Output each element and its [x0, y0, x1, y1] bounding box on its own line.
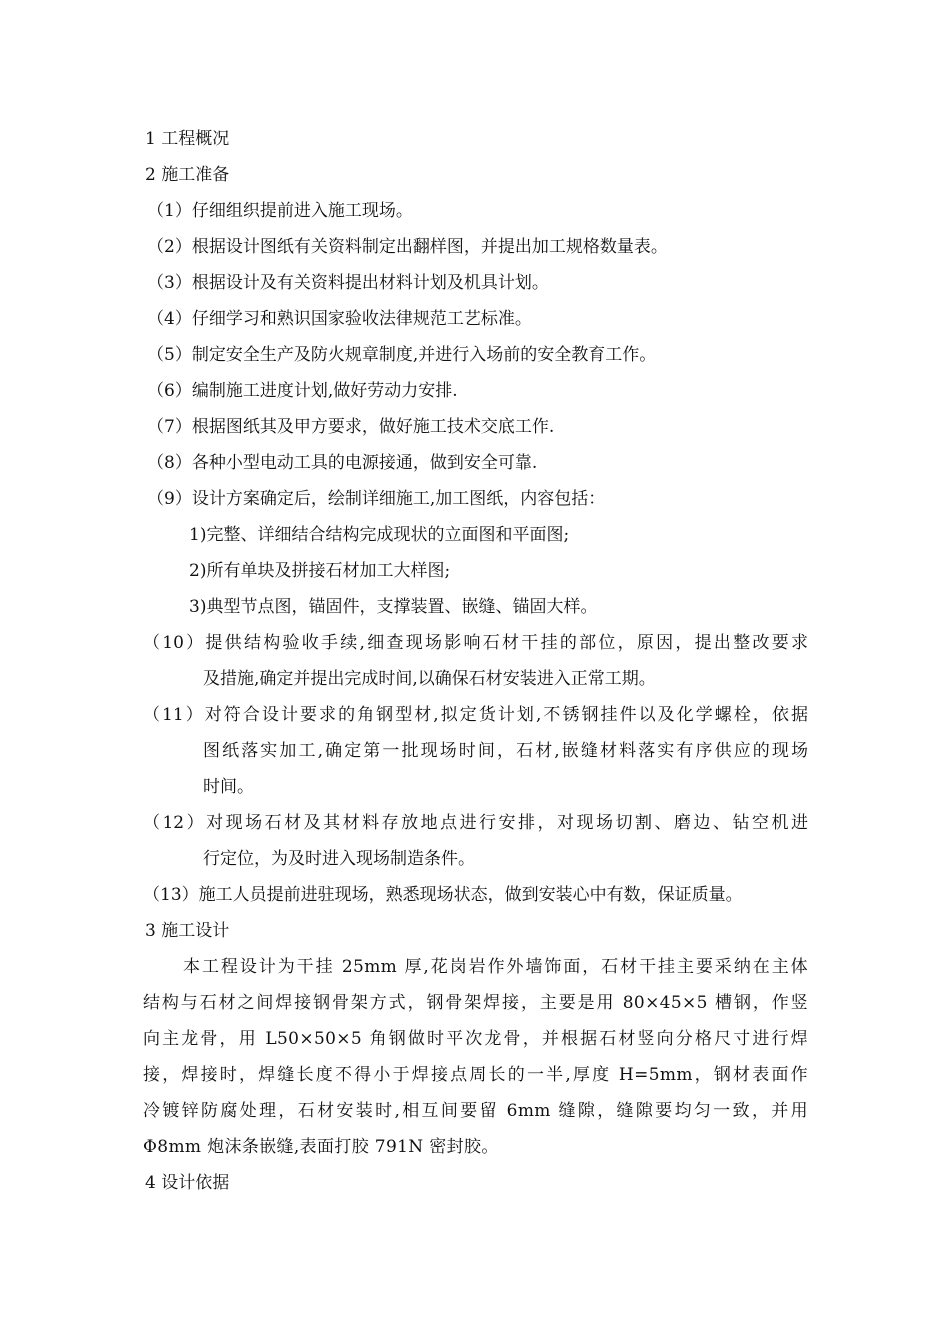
prep-item-12-line-2: 行定位，为及时进入现场制造条件。: [203, 849, 475, 869]
prep-item-6: （6）编制施工进度计划,做好劳动力安排.: [147, 381, 458, 401]
section-heading-design: 3 施工设计: [145, 921, 230, 941]
prep-item-12-line-1: （12）对现场石材及其材料存放地点进行安排，对现场切割、磨边、钻空机进: [143, 813, 808, 833]
prep-item-7: （7）根据图纸其及甲方要求，做好施工技术交底工作.: [147, 417, 555, 437]
section-heading-preparation: 2 施工准备: [145, 165, 230, 185]
prep-item-9: （9）设计方案确定后，绘制详细施工,加工图纸，内容包括：: [147, 489, 606, 509]
design-paragraph-line-4: 接，焊接时，焊缝长度不得小于焊接点周长的一半,厚度 H=5mm，钢材表面作: [143, 1065, 808, 1085]
section-heading-basis: 4 设计依据: [145, 1173, 230, 1193]
prep-item-11-line-2: 图纸落实加工,确定第一批现场时间，石材,嵌缝材料落实有序供应的现场: [203, 741, 808, 761]
prep-item-10-line-2: 及措施,确定并提出完成时间,以确保石材安装进入正常工期。: [203, 669, 656, 689]
prep-item-3: （3）根据设计及有关资料提出材料计划及机具计划。: [147, 273, 549, 293]
design-paragraph-line-1: 本工程设计为干挂 25mm 厚,花岗岩作外墙饰面，石材干挂主要采纳在主体: [183, 957, 808, 977]
design-paragraph-line-5: 冷镀锌防腐处理，石材安装时,相互间要留 6mm 缝隙，缝隙要均匀一致，并用: [143, 1101, 808, 1121]
prep-item-10-line-1: （10）提供结构验收手续,细查现场影响石材干挂的部位，原因，提出整改要求: [143, 633, 808, 653]
prep-item-8: （8）各种小型电动工具的电源接通，做到安全可靠.: [147, 453, 538, 473]
prep-item-1: （1）仔细组织提前进入施工现场。: [147, 201, 413, 221]
prep-item-11-line-1: （11）对符合设计要求的角钢型材,拟定货计划,不锈钢挂件以及化学螺栓，依据: [143, 705, 808, 725]
prep-item-13: （13）施工人员提前进驻现场，熟悉现场状态，做到安装心中有数，保证质量。: [143, 885, 743, 905]
section-heading-overview: 1 工程概况: [145, 129, 230, 149]
drawing-sub-item-3: 3)典型节点图，锚固件，支撑装置、嵌缝、锚固大样。: [189, 597, 598, 617]
prep-item-11-line-3: 时间。: [203, 777, 254, 797]
design-paragraph-line-2: 结构与石材之间焊接钢骨架方式，钢骨架焊接，主要是用 80×45×5 槽钢，作竖: [143, 993, 808, 1013]
drawing-sub-item-1: 1)完整、详细结合结构完成现状的立面图和平面图;: [189, 525, 570, 545]
prep-item-2: （2）根据设计图纸有关资料制定出翻样图，并提出加工规格数量表。: [147, 237, 668, 257]
design-paragraph-line-6: Φ8mm 炮沫条嵌缝,表面打胶 791N 密封胶。: [143, 1137, 499, 1157]
document-body: [143, 121, 808, 1201]
design-paragraph-line-3: 向主龙骨，用 L50×50×5 角钢做时平次龙骨，并根据石材竖向分格尺寸进行焊: [143, 1029, 808, 1049]
prep-item-5: （5）制定安全生产及防火规章制度,并进行入场前的安全教育工作。: [147, 345, 657, 365]
prep-item-4: （4）仔细学习和熟识国家验收法律规范工艺标准。: [147, 309, 532, 329]
drawing-sub-item-2: 2)所有单块及拼接石材加工大样图;: [189, 561, 451, 581]
